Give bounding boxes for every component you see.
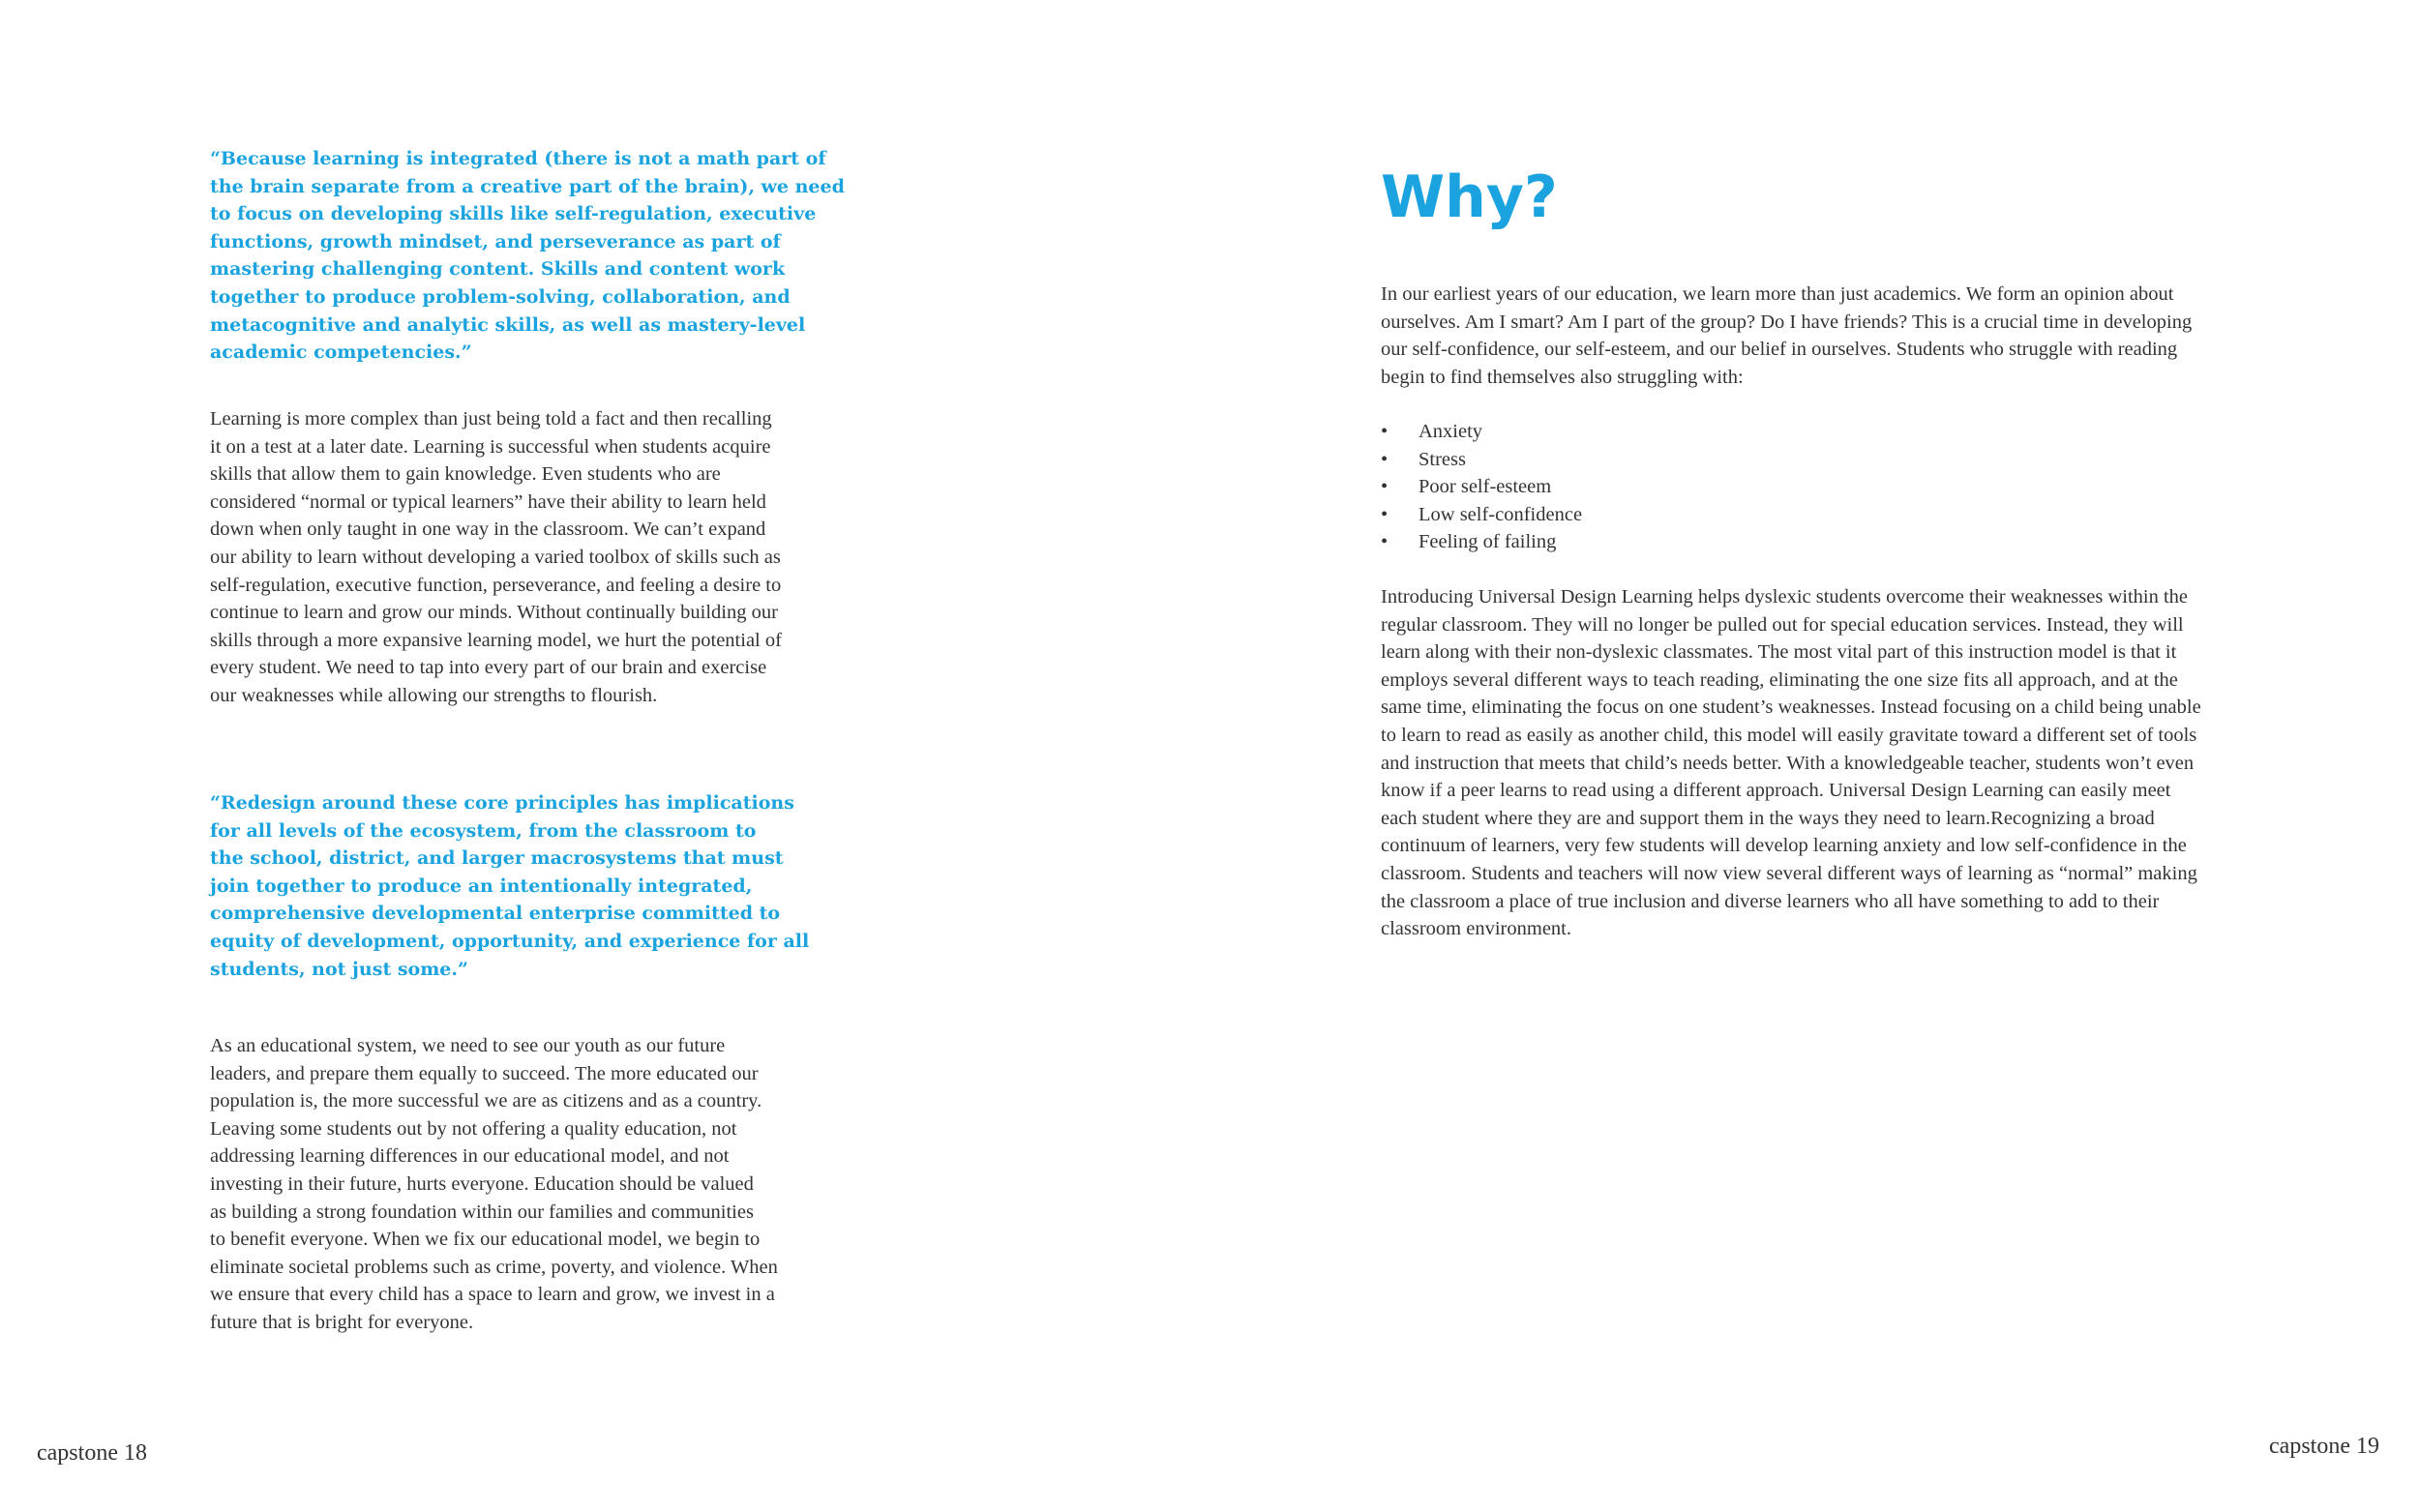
paragraph-line: considered “normal or typical learners” have their ability to learn held bbox=[210, 490, 766, 513]
paragraph-line: investing in their future, hurts everyone. Education should be valued bbox=[210, 1172, 754, 1195]
quote-line: functions, growth mindset, and perseverance as part of bbox=[210, 230, 781, 252]
quote-line: “Because learning is integrated (there is not a math part of bbox=[210, 148, 826, 169]
paragraph-line: addressing learning differences in our educational model, and not bbox=[210, 1145, 730, 1168]
pull-quote-learning-integrated bbox=[210, 145, 845, 367]
list-item-label: Stress bbox=[1419, 448, 1466, 470]
paragraph-learning-complex bbox=[210, 405, 782, 710]
quote-line: academic competencies.” bbox=[210, 341, 472, 364]
paragraph-line: eliminate societal problems such as crime, poverty, and violence. When bbox=[210, 1256, 778, 1278]
quote-line: the school, district, and larger macrosystems that must bbox=[210, 847, 784, 870]
quote-line: together to produce problem-solving, collaboration, and bbox=[210, 285, 791, 308]
struggles-bullet-list bbox=[1381, 418, 1582, 556]
list-item-label: Low self-confidence bbox=[1419, 503, 1583, 525]
bullet-icon: • bbox=[1381, 476, 1389, 498]
list-item-label: Anxiety bbox=[1419, 421, 1483, 442]
list-item-label: Feeling of failing bbox=[1419, 531, 1557, 553]
paragraph-line: employs several different ways to teach reading, eliminating the one size fits all approach, and at the bbox=[1381, 668, 2178, 691]
paragraph-line: skills that allow them to gain knowledge. Even students who are bbox=[210, 463, 721, 486]
quote-line: mastering challenging content. Skills and content work bbox=[210, 258, 786, 281]
paragraph-line: learn along with their non-dyslexic classmates. The most vital part of this instruction model is that it bbox=[1381, 641, 2177, 664]
list-item bbox=[1381, 473, 1582, 501]
quote-line: comprehensive developmental enterprise committed to bbox=[210, 903, 781, 925]
paragraph-line: it on a test at a later date. Learning is successful when students acquire bbox=[210, 435, 771, 458]
quote-line: “Redesign around these core principles has implications bbox=[210, 792, 794, 814]
quote-line: equity of development, opportunity, and experience for all bbox=[210, 930, 810, 952]
list-item bbox=[1381, 418, 1582, 446]
page-number-left: capstone 18 bbox=[37, 1440, 147, 1466]
paragraph-line: know if a peer learns to read using a different approach. Universal Design Learning can easily meet bbox=[1381, 780, 2171, 802]
paragraph-line: down when only taught in one way in the classroom. We can’t expand bbox=[210, 519, 766, 541]
paragraph-line: continuum of learners, very few students will develop learning anxiety and low self-confidence in the bbox=[1381, 835, 2187, 857]
paragraph-line: In our earliest years of our education, we learn more than just academics. We form an opinion about bbox=[1381, 283, 2174, 305]
paragraph-line: our self-confidence, our self-esteem, and our belief in ourselves. Students who struggle with reading bbox=[1381, 339, 2178, 361]
list-item bbox=[1381, 528, 1582, 556]
paragraph-earliest-years bbox=[1381, 281, 2192, 391]
paragraph-line: classroom environment. bbox=[1381, 918, 1571, 940]
paragraph-line: self-regulation, executive function, perseverance, and feeling a desire to bbox=[210, 574, 782, 596]
paragraph-line: population is, the more successful we are as citizens and as a country. bbox=[210, 1090, 762, 1112]
quote-line: join together to produce an intentionally integrated, bbox=[210, 875, 753, 897]
paragraph-universal-design-learning bbox=[1381, 583, 2201, 943]
paragraph-line: leaders, and prepare them equally to succeed. The more educated our bbox=[210, 1062, 759, 1084]
quote-line: students, not just some.” bbox=[210, 958, 468, 980]
paragraph-line: future that is bright for everyone. bbox=[210, 1311, 474, 1333]
quote-line: metacognitive and analytic skills, as well as mastery-level bbox=[210, 313, 806, 336]
paragraph-line: to benefit everyone. When we fix our educational model, we begin to bbox=[210, 1229, 761, 1251]
bullet-icon: • bbox=[1381, 531, 1389, 553]
paragraph-educational-system bbox=[210, 1032, 778, 1337]
quote-line: for all levels of the ecosystem, from the classroom to bbox=[210, 819, 757, 842]
bullet-icon: • bbox=[1381, 448, 1389, 470]
list-item bbox=[1381, 501, 1582, 529]
paragraph-line: Leaving some students out by not offering a quality education, not bbox=[210, 1117, 737, 1140]
paragraph-line: As an educational system, we need to see our youth as our future bbox=[210, 1035, 726, 1056]
list-item bbox=[1381, 446, 1582, 474]
paragraph-line: same time, eliminating the focus on one student’s weaknesses. Instead focusing on a child being unable bbox=[1381, 697, 2201, 719]
quote-line: to focus on developing skills like self-regulation, executive bbox=[210, 203, 817, 225]
paragraph-line: regular classroom. They will no longer be pulled out for special education services. Instead, they will bbox=[1381, 613, 2184, 636]
paragraph-line: ourselves. Am I smart? Am I part of the group? Do I have friends? This is a crucial time in developing bbox=[1381, 311, 2193, 333]
list-item-label: Poor self-esteem bbox=[1419, 476, 1552, 498]
paragraph-line: Learning is more complex than just being told a fact and then recalling bbox=[210, 408, 772, 430]
paragraph-line: we ensure that every child has a space to learn and grow, we invest in a bbox=[210, 1284, 775, 1306]
paragraph-line: the classroom a place of true inclusion and diverse learners who all have something to add to their bbox=[1381, 890, 2160, 912]
section-heading-why: Why? bbox=[1381, 163, 1558, 231]
paragraph-line: our ability to learn without developing a varied toolbox of skills such as bbox=[210, 546, 781, 568]
paragraph-line: classroom. Students and teachers will now view several different ways of learning as “normal” making bbox=[1381, 862, 2197, 884]
paragraph-line: as building a strong foundation within our families and communities bbox=[210, 1201, 754, 1223]
bullet-icon: • bbox=[1381, 503, 1389, 525]
bullet-icon: • bbox=[1381, 421, 1389, 442]
paragraph-line: begin to find themselves also struggling with: bbox=[1381, 366, 1744, 388]
page-number-right: capstone 19 bbox=[2269, 1434, 2379, 1459]
paragraph-line: our weaknesses while allowing our strengths to flourish. bbox=[210, 684, 658, 706]
paragraph-line: continue to learn and grow our minds. Without continually building our bbox=[210, 602, 778, 624]
paragraph-line: skills through a more expansive learning model, we hurt the potential of bbox=[210, 629, 782, 651]
paragraph-line: Introducing Universal Design Learning helps dyslexic students overcome their weaknesses within the bbox=[1381, 586, 2189, 608]
pull-quote-redesign bbox=[210, 789, 809, 983]
paragraph-line: each student where they are and support them in the ways they need to learn.Recognizing a broad bbox=[1381, 807, 2155, 829]
paragraph-line: to learn to read as easily as another child, this model will easily gravitate toward a different set of tools bbox=[1381, 724, 2197, 746]
paragraph-line: every student. We need to tap into every part of our brain and exercise bbox=[210, 657, 767, 679]
paragraph-line: and instruction that meets that child’s needs better. With a knowledgeable teacher, students won’t even bbox=[1381, 752, 2195, 774]
quote-line: the brain separate from a creative part of the brain), we need bbox=[210, 175, 845, 197]
